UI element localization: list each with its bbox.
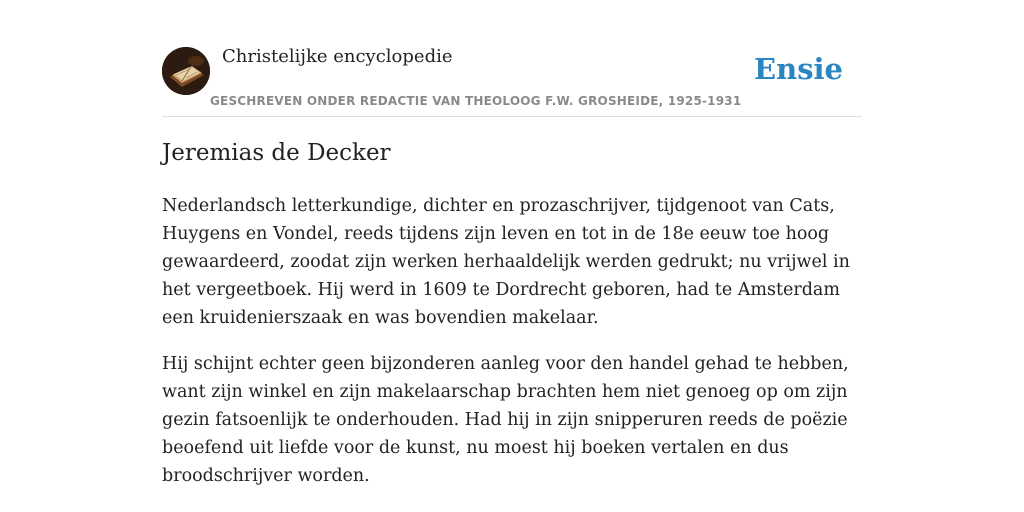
book-thumbnail-icon (162, 47, 210, 95)
article-paragraph: Hij schijnt echter geen bijzonderen aanleg voor den handel gehad te hebben, want zijn winkel en zijn makelaarschap brachten hem niet genoeg op om zijn gezin fatsoenlijk te onderhouden. Had hij in zijn snipperuren reeds de poëzie beoefend uit liefde voor de kunst, nu moest hij boeken vertalen en dus broodschrijver worden. (162, 354, 849, 486)
ensie-logo[interactable]: Ensie (754, 52, 843, 86)
article-paragraph: Nederlandsch letterkundige, dichter en prozaschrijver, tijdgenoot van Cats, Huygens en Vondel, reeds tijdens zijn leven en tot in de 18e eeuw toe hoog gewaardeerd, zoodat zijn werken herhaaldelijk werden gedrukt; nu vrijwel in het vergeetboek. Hij werd in 1609 te Dordrecht geboren, had te Amsterdam een kruidenierszaak en was bovendien makelaar. (162, 196, 850, 328)
source-subtitle: GESCHREVEN ONDER REDACTIE VAN THEOLOOG F.W. GROSHEIDE, 1925-1931 (210, 94, 742, 108)
article-title: Jeremias de Decker (162, 140, 391, 166)
page (162, 0, 862, 486)
source-title[interactable]: Christelijke encyclopedie (222, 46, 453, 67)
article-body (162, 192, 862, 508)
source-avatar[interactable] (162, 47, 210, 95)
source-header (162, 0, 862, 117)
